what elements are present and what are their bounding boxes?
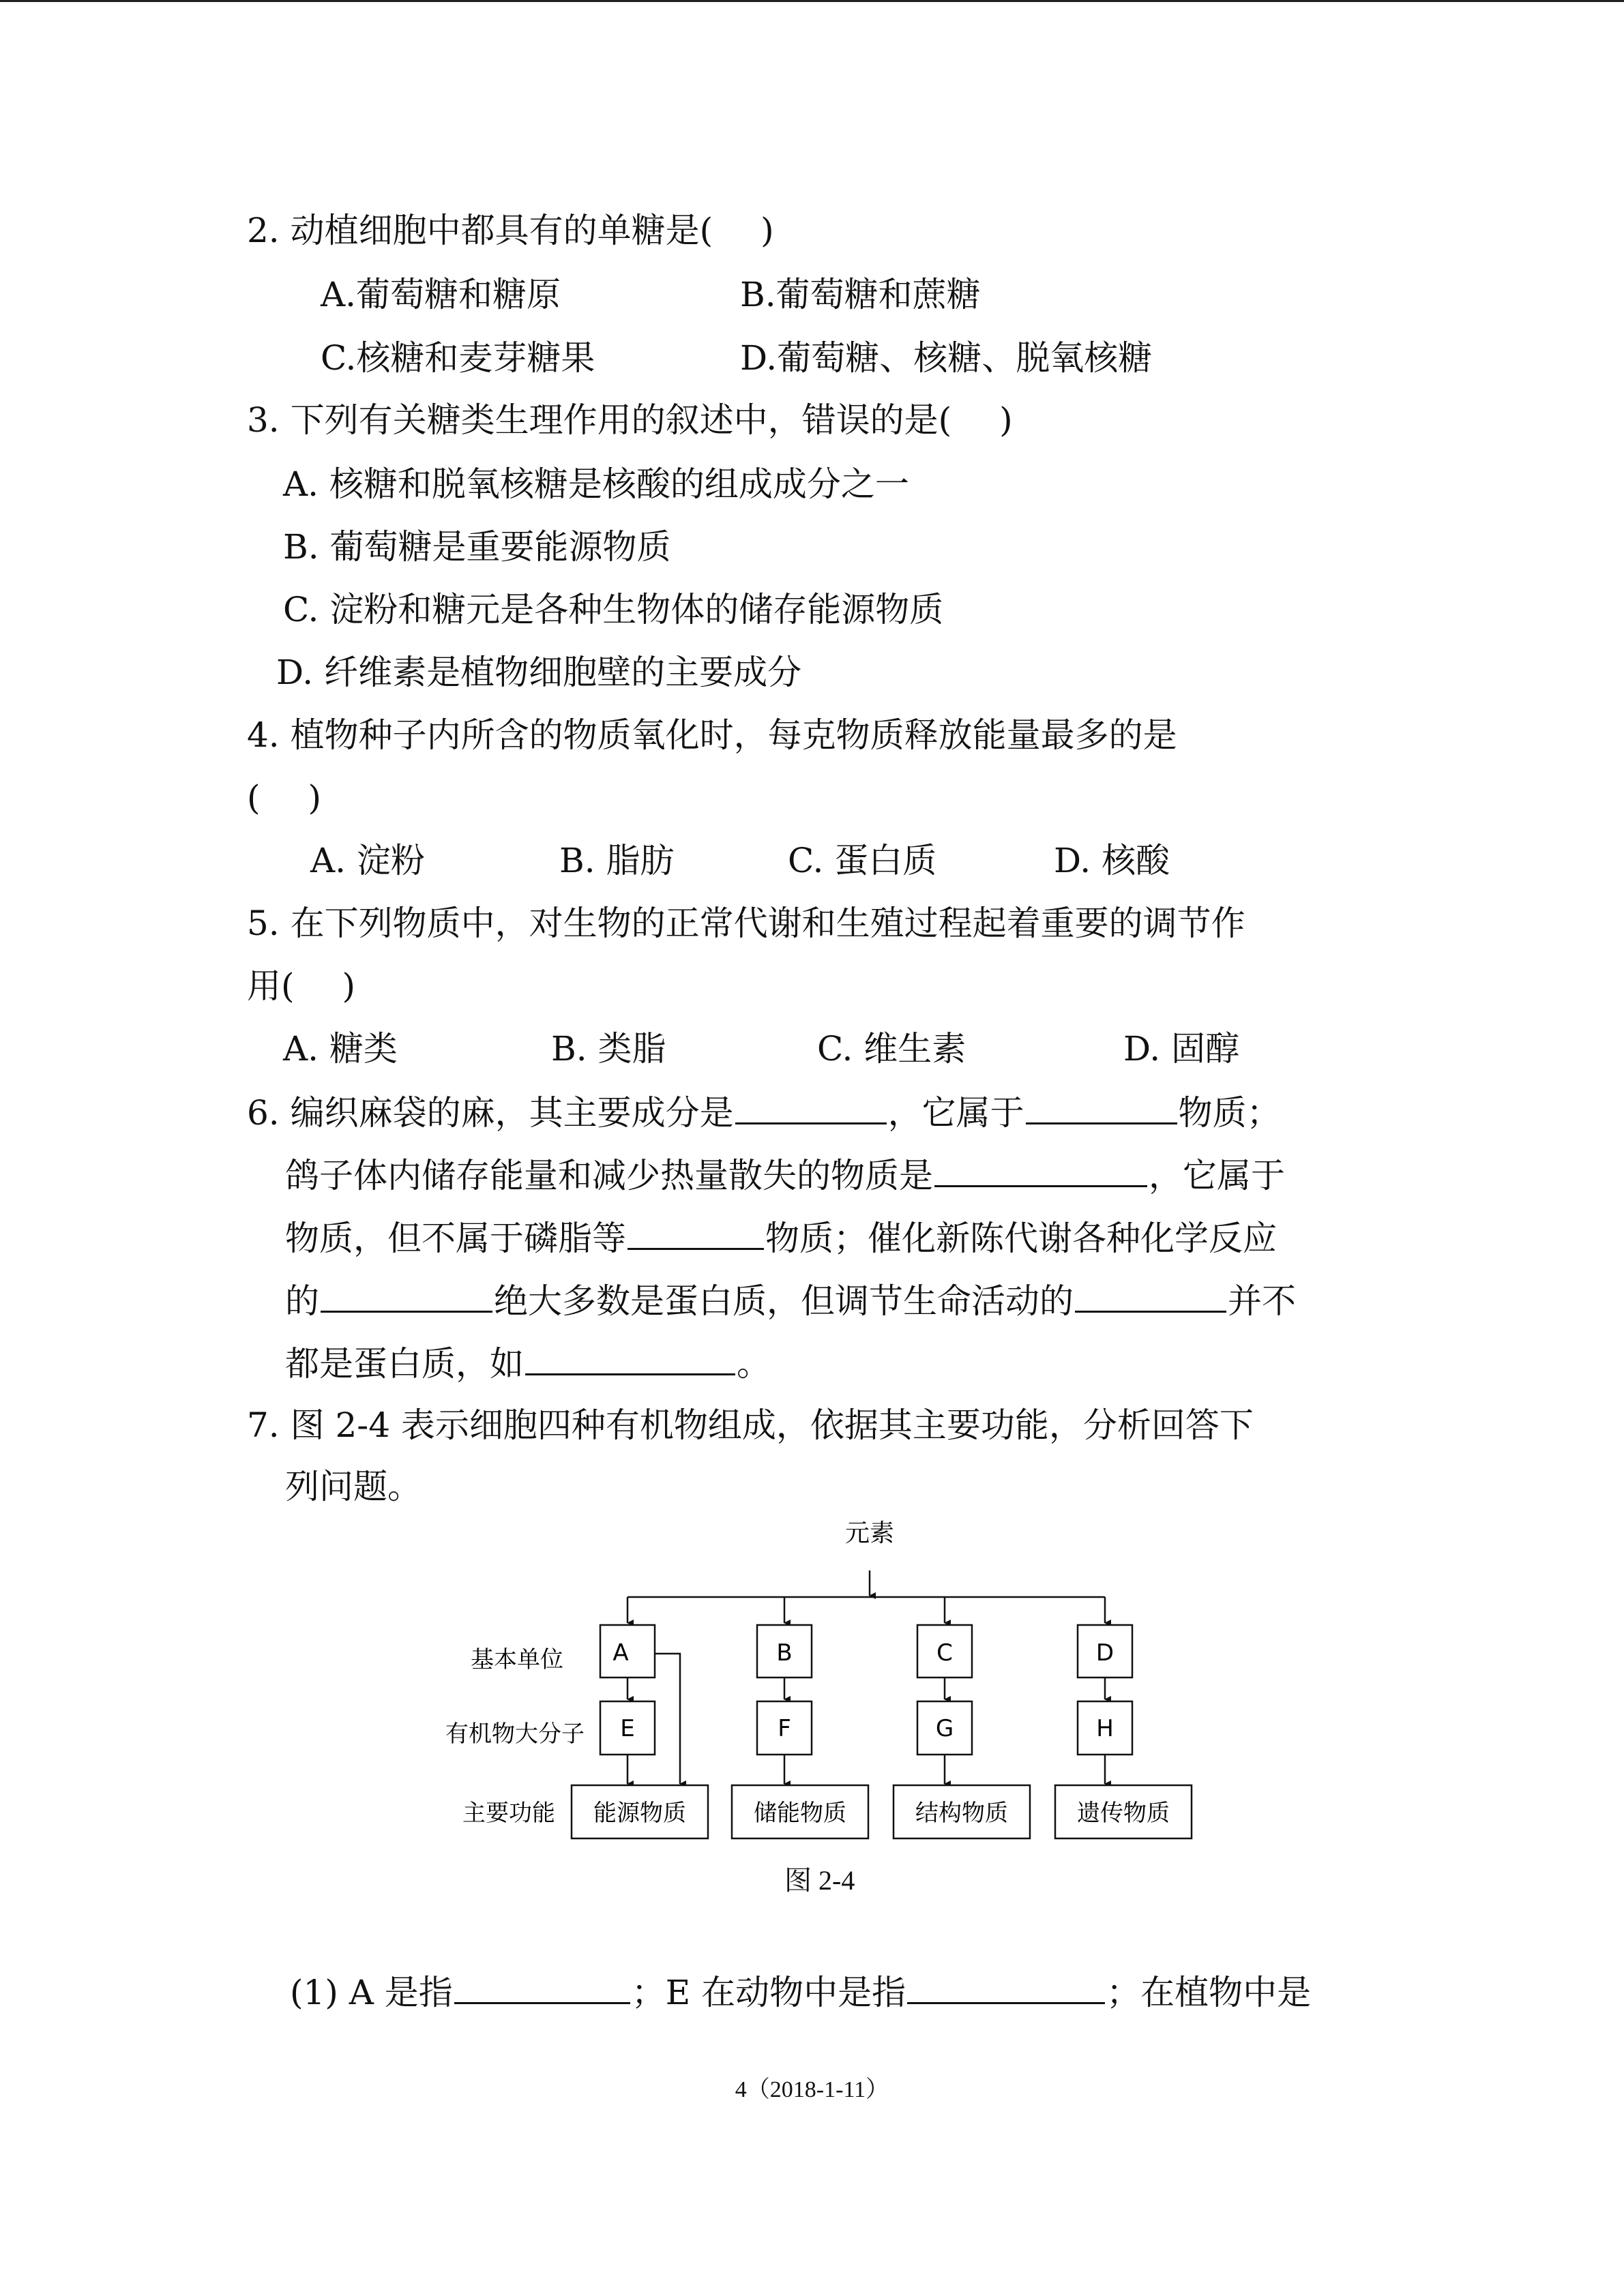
q5-option-a: A. 糖类	[283, 1029, 398, 1069]
q4-option-b: B. 脂肪	[559, 841, 675, 880]
q4-option-a: A. 淀粉	[310, 841, 425, 880]
q3-option-a: A. 核糖和脱氧核糖是核酸的组成成分之一	[283, 464, 909, 504]
diagram-func-structure: 结构物质	[915, 1800, 1008, 1827]
q6-line2-part-b: ，它属于	[1149, 1156, 1285, 1195]
diagram-row-label-functions: 主要功能	[462, 1800, 555, 1827]
q3-option-d: D. 纤维素是植物细胞壁的主要成分	[276, 653, 802, 692]
q2-option-b: B.葡萄糖和蔗糖	[740, 275, 981, 314]
diagram-func-energy: 能源物质	[593, 1800, 686, 1827]
q4-stem: 4. 植物种子内所含的物质氧化时，每克物质释放能量最多的是	[247, 715, 1177, 755]
diagram-row-label-macros: 有机物大分子	[445, 1720, 585, 1748]
q5-stem: 5. 在下列物质中，对生物的正常代谢和生殖过程起着重要的调节作	[247, 904, 1245, 943]
q2-option-c: C.核糖和麦芽糖果	[321, 338, 595, 378]
diagram-macro-e: E	[620, 1715, 635, 1742]
diagram-macro-g: G	[935, 1715, 954, 1742]
q6-line1-part-c: 物质；	[1178, 1093, 1281, 1133]
q3-option-b: B. 葡萄糖是重要能源物质	[283, 527, 671, 567]
q5-close-paren: )	[342, 966, 356, 1006]
q6-line4-part-b: 绝大多数是蛋白质，但调节生命活动的	[494, 1281, 1074, 1321]
diagram-row-label-units: 基本单位	[471, 1646, 563, 1673]
q4-option-d: D. 核酸	[1054, 841, 1170, 880]
q6-line4-part-a: 的	[285, 1281, 319, 1321]
q5-option-c: C. 维生素	[817, 1029, 966, 1069]
q3-close-paren: )	[999, 400, 1013, 440]
q5-option-d: D. 固醇	[1123, 1029, 1240, 1069]
q4-open-paren: (	[247, 778, 261, 818]
q6-line4-part-c: 并不	[1228, 1281, 1296, 1321]
diagram-func-genetic: 遗传物质	[1077, 1800, 1170, 1827]
q6-line5-part-a: 都是蛋白质，如	[285, 1344, 524, 1384]
q3-option-c: C. 淀粉和糖元是各种生物体的储存能源物质	[283, 590, 944, 629]
q7-sub1-part-c: ；在植物中是	[1106, 1973, 1312, 2012]
q5-option-b: B. 类脂	[551, 1029, 666, 1069]
q2-close-paren: )	[761, 211, 774, 250]
q2-option-d: D.葡萄糖、核糖、脱氧核糖	[740, 338, 1153, 378]
q2-option-a: A.葡萄糖和糖原	[321, 275, 561, 314]
diagram-macro-f: F	[778, 1715, 791, 1742]
diagram-unit-a: A	[612, 1639, 629, 1667]
diagram-unit-c: C	[936, 1639, 953, 1667]
diagram-unit-b: B	[776, 1639, 793, 1667]
q7-sub1-part-a: (1) A 是指	[290, 1973, 453, 2012]
q6-line3-part-a: 物质，但不属于磷脂等	[285, 1219, 626, 1258]
q3-stem-text: 3. 下列有关糖类生理作用的叙述中，错误的是(	[247, 400, 952, 440]
diagram-unit-d: D	[1095, 1639, 1114, 1667]
q6-line1-part-b: ，它属于	[887, 1093, 1024, 1133]
q7-sub1-part-b: ；E 在动物中是指	[631, 1973, 906, 2012]
q7-blank-2[interactable]	[907, 1971, 1105, 2004]
q5-stem2-text: 用(	[247, 966, 295, 1006]
diagram-connectors	[628, 1570, 1105, 1784]
q2-stem-text: 2. 动植细胞中都具有的单糖是(	[247, 211, 713, 250]
page-footer: 4（2018-1-11）	[735, 2077, 889, 2102]
q6-line3-part-b: 物质；催化新陈代谢各种化学反应	[765, 1219, 1277, 1258]
diagram-macro-h: H	[1096, 1715, 1114, 1742]
diagram-top-label: 元素	[844, 1519, 895, 1547]
q7-line1: 7. 图 2-4 表示细胞四种有机物组成，依据其主要功能，分析回答下	[247, 1405, 1254, 1445]
q7-sub1	[290, 1971, 1311, 2013]
q4-close-paren: )	[308, 778, 322, 818]
q6-line5-part-b: 。	[737, 1344, 771, 1384]
diagram-caption: 图 2-4	[784, 1865, 855, 1896]
q7-line2: 列问题。	[285, 1467, 422, 1506]
diagram-func-storage: 储能物质	[754, 1800, 846, 1827]
q7-blank-1[interactable]	[454, 1971, 630, 2004]
q6-line1-part-a: 6. 编织麻袋的麻，其主要成分是	[247, 1093, 734, 1133]
q4-option-c: C. 蛋白质	[788, 841, 937, 880]
q6-line2-part-a: 鸽子体内储存能量和减少热量散失的物质是	[285, 1156, 933, 1195]
